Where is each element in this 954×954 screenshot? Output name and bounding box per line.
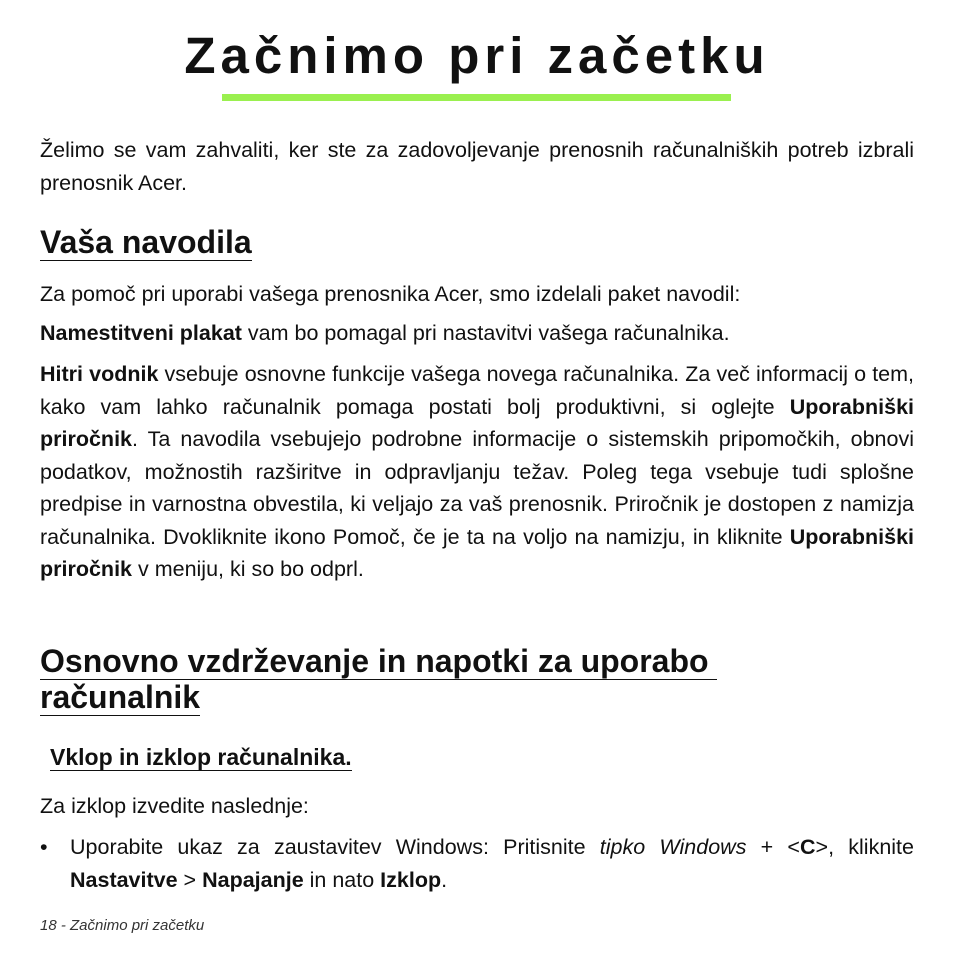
section-heading-navodila (40, 224, 252, 261)
navodila-paragraph-2 (40, 317, 914, 350)
text-run: . (441, 867, 448, 892)
bold-term: Namestitveni plakat (40, 321, 242, 345)
bold-term: Hitri vodnik (40, 362, 159, 386)
heading-line-2-text: računalnik (40, 679, 201, 715)
text-run: vam bo pomagal pri nastavitvi vašega računalnika. (241, 321, 730, 345)
list-item-text (70, 831, 914, 896)
bold-term: Uporabniški priročnik (40, 524, 914, 581)
title-underline-bar (222, 94, 731, 101)
text-run: in nato (303, 867, 381, 892)
text-run: Uporabite ukaz za zaustavitev Windows: Pritisnite (70, 835, 600, 859)
section-heading-navodila-text: Vaša navodila (40, 224, 252, 260)
page-title: Začnimo pri začetku (184, 27, 770, 84)
text-run: v meniju, ki so bo odprl. (132, 557, 364, 581)
subheading-text: Vklop in izklop računalnika. (50, 744, 352, 770)
bold-term: Napajanje (202, 867, 304, 892)
heading-line-1-text: Osnovno vzdrževanje in napotki za uporabo (40, 643, 718, 679)
italic-term: tipko Windows (599, 835, 747, 859)
page-footer: 18 - Začnimo pri začetku (40, 917, 205, 934)
heading-line-2 (40, 679, 717, 715)
navodila-paragraph-1: Za pomoč pri uporabi vašega prenosnika Acer, smo izdelali paket navodil: (40, 282, 741, 306)
text-run: vsebuje osnovne funkcije vašega novega računalnika. Za več informacij o tem, kako vam lahko računalnik pomaga postati bolj produktivni, si oglejte (40, 362, 915, 419)
subheading-vklop-izklop (50, 742, 352, 772)
bold-term: C (800, 835, 816, 859)
izklop-paragraph: Za izklop izvedite naslednje: (40, 794, 309, 818)
bold-term: Izklop (380, 867, 442, 892)
list-item (40, 831, 914, 896)
navodila-paragraph-3 (40, 358, 914, 586)
section-heading-vzdrzevanje (40, 643, 717, 715)
text-run: . Ta navodila vsebujejo podrobne informacije o sistemskih pripomočkih, obnovi podatkov, možnostih razširitve in odpravljanju težav. Poleg tega vsebuje tudi splošne predpise in varnostna obvestila, ki veljajo za vaš prenosnik. Priročnik je dostopen z namizja računalnika. Dvokliknite ikono Pomoč, če je ta na voljo na namizju, in kliknite (40, 427, 914, 549)
text-run: >, kliknite (815, 835, 914, 859)
text-run: > (177, 867, 203, 892)
text-run: + < (746, 835, 800, 859)
intro-paragraph: Želimo se vam zahvaliti, ker ste za zadovoljevanje prenosnih računalniških potreb izbrali prenosnik Acer. (40, 138, 914, 195)
bold-term: Uporabniški priročnik (40, 394, 914, 451)
bullet-icon: • (40, 835, 48, 859)
heading-line-1 (40, 643, 717, 679)
bold-term: Nastavitve (70, 867, 178, 892)
